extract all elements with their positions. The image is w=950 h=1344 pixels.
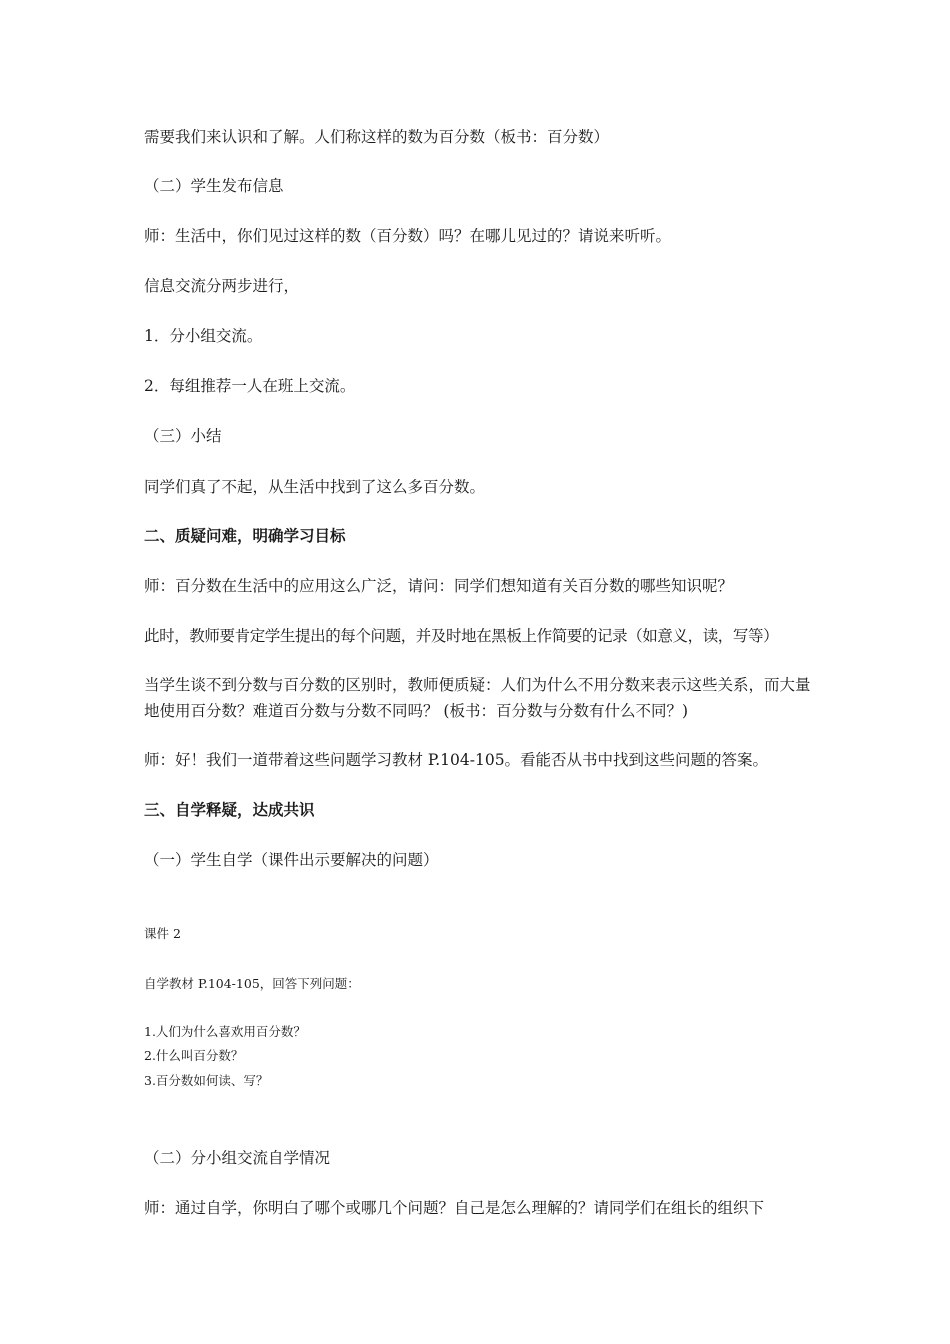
list-item-step-1: 1．分小组交流。 — [144, 327, 263, 345]
list-item-step-2: 2．每组推荐一人在班上交流。 — [144, 377, 356, 395]
courseware-question-2: 2.什么叫百分数？ — [144, 1048, 244, 1063]
subheading-self-study: （一）学生自学（课件出示要解决的问题） — [144, 851, 439, 869]
paragraph-question-difference: 当学生谈不到分数与百分数的区别时，教师便质疑：人们为什么不用分数来表示这些关系，而大量地使用百分数？难道百分数与分数不同吗？ (板书：百分数与分数有什么不同？) — [144, 676, 811, 720]
paragraph-teacher-record: 此时，教师要肯定学生提出的每个问题，并及时地在黑板上作简要的记录（如意义，读，写等） — [144, 627, 779, 645]
section-heading-3: 三、自学释疑，达成共识 — [144, 800, 315, 819]
paragraph-intro: 需要我们来认识和了解。人们称这样的数为百分数（板书：百分数） — [144, 128, 610, 146]
subheading-group-exchange: （二）分小组交流自学情况 — [144, 1149, 331, 1167]
paragraph-teacher-ask: 师：百分数在生活中的应用这么广泛，请问：同学们想知道有关百分数的哪些知识呢？ — [144, 577, 734, 595]
courseware-question-1: 1.人们为什么喜欢用百分数？ — [144, 1024, 306, 1039]
subheading-summary: （三）小结 — [144, 427, 222, 445]
paragraph-exchange-steps: 信息交流分两步进行， — [144, 277, 300, 295]
courseware-title: 课件 2 — [144, 926, 181, 941]
paragraph-summary: 同学们真了不起，从生活中找到了这么多百分数。 — [144, 478, 486, 496]
paragraph-teacher-self-study: 师：通过自学，你明白了哪个或哪几个问题？自己是怎么理解的？请同学们在组长的组织下 — [144, 1199, 765, 1217]
subheading-student-info: （二）学生发布信息 — [144, 177, 284, 195]
courseware-intro: 自学教材 P.104-105，回答下列问题： — [144, 976, 360, 991]
paragraph-teacher-question: 师：生活中，你们见过这样的数（百分数）吗？在哪儿见过的？请说来听听。 — [144, 227, 672, 245]
section-heading-2: 二、质疑问难，明确学习目标 — [144, 526, 346, 545]
courseware-question-3: 3.百分数如何读、写？ — [144, 1073, 269, 1088]
paragraph-textbook: 师：好！我们一道带着这些问题学习教材 P.104-105。看能否从书中找到这些问题的答案。 — [144, 751, 769, 769]
